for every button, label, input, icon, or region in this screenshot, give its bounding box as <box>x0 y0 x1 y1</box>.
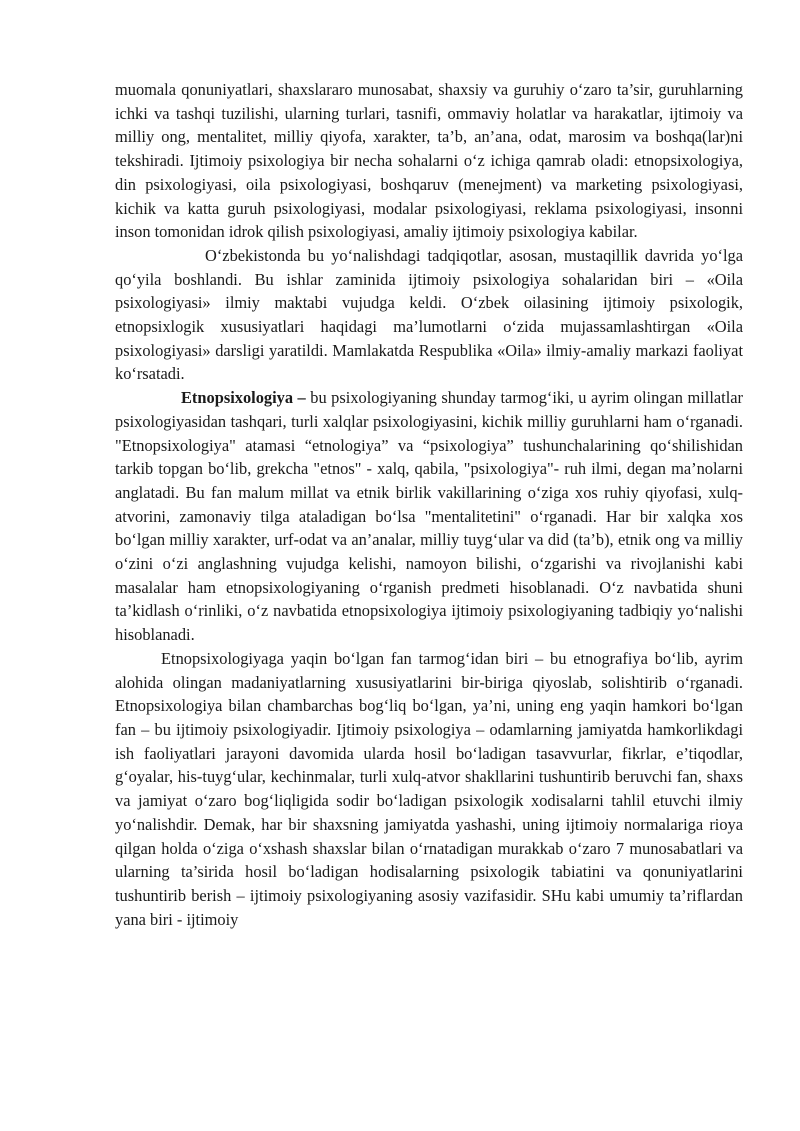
body-text <box>115 78 743 931</box>
definition-text: bu psixologiyaning shunday tarmog‘iki, u ayrim olingan millatlar psixologiyasidan tashqari, turli xalqlar psixologiyasini, kichik milliy guruhlarni ham o‘rganadi. "Etnopsixologiya" atamasi “etnologiya” va “psixologiya” tushunchalarining qo‘shilishidan tarkib topgan bo‘lib, grekcha "etnos" - xalq, qabila, "psixologiya"- ruh ilmi, degan ma’nolarni anglatadi. Bu fan malum millat va etnik birlik vakillarining o‘ziga xos ruhiy qiyofasi, xulq-atvorini, zamonaviy tilga ataladigan bo‘lsa "mentalitetini" o‘rganadi. Har bir xalqka xos bo‘lgan milliy xarakter, urf-odat va an’analar, milliy tuyg‘ular va did (ta’b), etnik ong va milliy o‘zini o‘zi anglashning vujudga kelishi, namoyon bilishi, o‘zgarishi va rivojlanishi kabi masalalar ham etnopsixologiyaning o‘rganish predmeti hisoblanadi. O‘z navbatida shuni ta’kidlash o‘rinliki, o‘z navbatida etnopsixologiya ijtimoiy psixologiyaning tadbiqiy yo‘nalishi hisoblanadi. <box>115 388 743 645</box>
defined-term: Etnopsixologiya – <box>181 388 306 408</box>
paragraph-related-fields: Etnopsixologiyaga yaqin bo‘lgan fan tarmog‘idan biri – bu etnografiya bo‘lib, ayrim alohida olingan madaniyatlarning xususiyatlarini bir-biriga qiyoslab, solishtirib o‘rganadi. Etnopsixologiya bilan chambarchas bog‘liq bo‘lgan, ya’ni, uning eng yaqin hamkori bo‘lgan fan – bu ijtimoiy psixologiyadir. Ijtimoiy psixologiya – odamlarning jamiyatda hamkorlikdagi ish faoliyatlari jarayoni davomida ularda hosil bo‘ladigan tasavvurlar, fikrlar, e’tiqodlar, g‘oyalar, his-tuyg‘ular, kechinmalar, turli xulq-atvor shakllarini tushuntirib beruvchi fan, shaxs va jamiyat o‘zaro bog‘liqligida sodir bo‘ladigan psixologik xodisalarni tahlil etuvchi ilmiy yo‘nalishdir. Demak, har bir shaxsning jamiyatda yashashi, uning ijtimoiy normalariga rioya qilgan holda o‘ziga o‘xshash shaxslar bilan o‘rnatadigan murakkab o‘zaro 7 munosabatlari va ularning ta’sirida hosil bo‘ladigan hodisalarning psixologik tabiatini va qonuniyatlarini tushuntirib berish – ijtimoiy psixologiyaning asosiy vazifasidir. SHu kabi umumiy ta’riflardan yana biri - ijtimoiy <box>115 648 743 929</box>
paragraph-intro-continuation: muomala qonuniyatlari, shaxslararo munosabat, shaxsiy va guruhiy o‘zaro ta’sir, guruhlarning ichki va tashqi tuzilishi, ularning turlari, tasnifi, ommaviy holatlar va harakatlar, ijtimoiy va milliy ong, mentalitet, milliy qiyofa, xarakter, ta’b, an’ana, odat, marosim va boshqa(lar)ni tekshiradi. Ijtimoiy psixologiya bir necha sohalarni o‘z ichiga qamrab oladi: etnopsixologiya, din psixologiyasi, oila psixologiyasi, boshqaruv (menejment) va marketing psixologiyasi, kichik va katta guruh psixologiyasi, modalar psixologiyasi, reklama psixologiyasi, insonni inson tomonidan idrok qilish psixologiyasi, amaliy ijtimoiy psixologiya kabilar. <box>115 80 743 242</box>
paragraph-uzbekistan-research: O‘zbekistonda bu yo‘nalishdagi tadqiqotlar, asosan, mustaqillik davrida yo‘lga qo‘yila boshlandi. Bu ishlar zaminida ijtimoiy psixologiya sohalaridan biri – «Oila psixologiyasi» ilmiy maktabi vujudga keldi. O‘zbek oilasining ijtimoiy psixologik, etnopsixlogik xususiyatlari haqidagi ma’lumotlarni o‘zida mujassamlashtirgan «Oila psixologiyasi» darsligi yaratildi. Mamlakatda Respublika «Oila» ilmiy-amaliy markazi faoliyat ko‘rsatadi. <box>115 245 743 384</box>
paragraph-etnopsixologiya-definition <box>115 386 743 647</box>
